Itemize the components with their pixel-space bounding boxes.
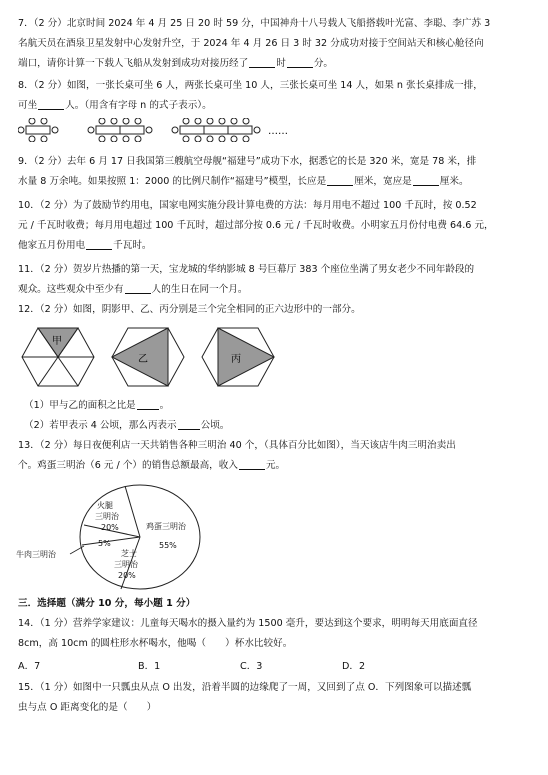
q12-line1: 12．（2 分）如图，阴影甲、乙、丙分别是三个完全相同的正六边形中的一部分。 — [18, 304, 361, 315]
sandwich-pie-chart — [14, 482, 214, 594]
pie-cheese-label-2: 三明治 — [114, 560, 138, 569]
one-table-group — [18, 118, 58, 142]
q12-sub2 — [24, 418, 538, 433]
q7-line2: 名航天员在酒泉卫星发射中心发射升空，于 2024 年 4 月 26 日 3 时 32 分成功对接于空间站天和核心舱径向 — [18, 38, 484, 49]
pie-egg-label: 鸡蛋三明治 — [146, 522, 186, 531]
q9-line1: 9．（2 分）去年 6 月 17 日我国第三艘航空母舰“福建号”成功下水，据悉它的长是 320 米，宽是 78 米，排 — [18, 156, 477, 167]
q14-line2: 8cm，高 10cm 的圆柱形水杯喝水，他喝（ ）杯水比较好。 — [18, 638, 293, 649]
q9-text-b: 厘米，宽应是 — [354, 176, 412, 187]
q10-blank[interactable] — [86, 238, 112, 250]
pie-divider-3 — [82, 537, 140, 545]
q9-line2 — [18, 174, 532, 189]
table-pattern-figure — [18, 118, 318, 142]
q14-option-a[interactable]: A．7 — [18, 661, 41, 672]
q12-sub2-text-a: （2）若甲表示 4 公顷，那么丙表示 — [24, 420, 177, 431]
q10-line1: 10．（2 分）为了鼓励节约用电，国家电网实施分段计算电费的方法：每月用电不超过 100 千瓦时，按 0.52 — [18, 200, 477, 211]
q7-text-b: 时 — [276, 58, 286, 69]
pie-egg-pct: 55% — [159, 541, 177, 550]
pie-ham-pct: 20% — [101, 523, 119, 532]
section3-heading: 三．选择题（满分 10 分，每小题 1 分） — [18, 598, 196, 609]
q7-line3 — [18, 56, 532, 71]
q14-line1: 14．（1 分）营养学家建议：儿童每天喝水的摄入量约为 1500 毫升，要达到这个要求，明明每天用底面直径 — [18, 618, 478, 629]
hexagon-jia — [22, 328, 94, 386]
q9-text-c: 厘米。 — [439, 176, 469, 187]
q13-blank[interactable] — [239, 458, 265, 470]
q10-line2: 元 / 千瓦时收费；每月用电超过 100 千瓦时，超过部分按 0.6 元 / 千瓦时收费。小明家五月份付电费 64.6 元， — [18, 220, 494, 231]
q8-line1: 8．（2 分）如图，一张长桌可坐 6 人，两张长桌可坐 10 人，三张长桌可坐 14 人，如果 n 张长桌排成一排， — [18, 80, 483, 91]
q10-text-a: 他家五月份用电 — [18, 240, 86, 251]
hexagon-bing — [202, 328, 274, 386]
q12-blank-2[interactable] — [178, 418, 200, 430]
q11-line2 — [18, 282, 532, 297]
q11-blank[interactable] — [125, 282, 151, 294]
q12-sub2-text-b: 公顷。 — [200, 420, 230, 431]
q12-sub1-text-b: 。 — [159, 400, 170, 411]
pie-beef-label: 牛肉三明治 — [16, 550, 56, 559]
q10-text-b: 千瓦时。 — [113, 240, 152, 251]
q15-line1: 15．（1 分）如图中一只瓢虫从点 O 出发，沿着半圆的边缘爬了一周，又回到了点 O．下列图象可以描述瓢 — [18, 682, 472, 693]
q11-line1: 11．（2 分）贺岁片热播的第一天，宝龙城的华纳影城 8 号巨幕厅 383 个座位坐满了男女老少不同年龄段的 — [18, 264, 475, 275]
pie-divider-1 — [125, 486, 140, 537]
q8-ellipsis: …… — [268, 126, 288, 137]
three-tables-group — [172, 118, 260, 142]
q13-line2 — [18, 458, 532, 473]
q13-line1: 13．（2 分）每日夜便利店一天共销售各种三明治 40 个，（具体百分比如图），当天该店牛肉三明治卖出 — [18, 440, 456, 451]
q12-sub1-text-a: （1）甲与乙的面积之比是 — [24, 400, 136, 411]
q10-line3 — [18, 238, 532, 253]
pie-cheese-pct: 20% — [118, 571, 136, 580]
label-yi: 乙 — [138, 354, 148, 365]
q11-text-b: 人的生日在同一个月。 — [151, 284, 248, 295]
pie-ham-label-1: 火腿 — [97, 501, 113, 510]
q7-text-c: 分。 — [313, 58, 334, 69]
q14-option-c[interactable]: C．3 — [240, 661, 263, 672]
q9-text-a: 水量 8 万余吨。如果按照 1：2000 的比例尺制作“福建号”模型，长应是 — [18, 176, 327, 187]
pie-beef-pct: 5% — [98, 539, 111, 548]
label-jia: 甲 — [52, 336, 62, 347]
pie-cheese-label-1: 芝士 — [121, 549, 137, 558]
q11-text-a: 观众。这些观众中至少有 — [18, 284, 124, 295]
q7-blank-hours[interactable] — [249, 56, 275, 68]
hexagon-yi — [112, 328, 184, 386]
q9-blank-width[interactable] — [413, 174, 439, 186]
q7-line1: 7．（2 分）北京时间 2024 年 4 月 25 日 20 时 59 分，中国神舟十八号载人飞船搭载叶光富、李聪、李广苏 3 — [18, 18, 491, 29]
q13-text-a: 个。鸡蛋三明治（6 元 / 个）的销售总额最高，收入 — [18, 460, 238, 471]
q9-blank-length[interactable] — [327, 174, 353, 186]
q15-line2: 虫与点 O 距离变化的是（ ） — [18, 702, 157, 713]
q8-blank[interactable] — [38, 98, 64, 110]
q14-option-b[interactable]: B．1 — [138, 661, 161, 672]
q13-text-b: 元。 — [265, 460, 286, 471]
pie-ham-label-2: 三明治 — [95, 512, 119, 521]
q14-option-d[interactable]: D．2 — [342, 661, 366, 672]
two-tables-group — [88, 118, 152, 142]
q12-blank-1[interactable] — [137, 398, 159, 410]
label-bing: 丙 — [231, 354, 241, 365]
q8-line2 — [18, 98, 532, 113]
q7-blank-minutes[interactable] — [287, 56, 313, 68]
hexagon-figure — [18, 322, 298, 392]
q8-text-b: 人。（用含有字母 n 的式子表示）。 — [65, 100, 212, 111]
q12-sub1 — [24, 398, 538, 413]
q8-text-a: 可坐 — [18, 100, 38, 111]
q7-text-a: 端口，请你计算一下载人飞船从发射到成功对接历经了 — [18, 58, 249, 69]
